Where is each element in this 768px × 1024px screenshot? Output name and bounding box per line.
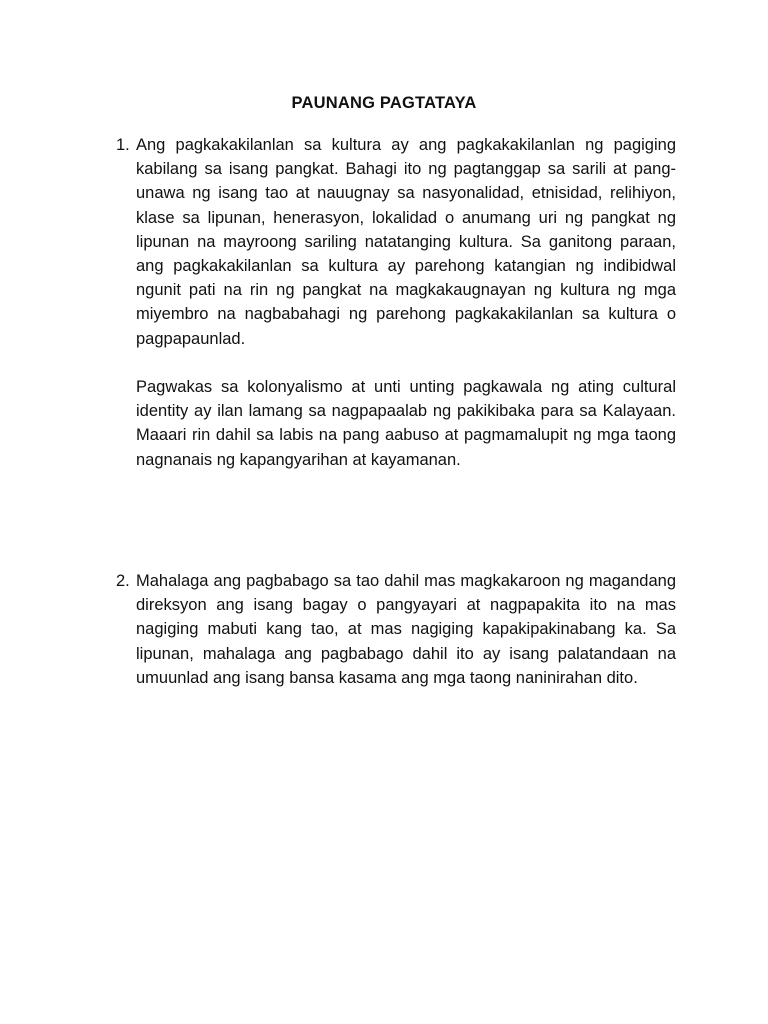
list-item-body xyxy=(136,569,676,690)
paragraph: Ang pagkakakilanlan sa kultura ay ang pagkakakilanlan ng pagiging kabilang sa isang pangkat. Bahagi ito ng pagtanggap sa sarili at pang-unawa ng isang tao at nauugnay sa nasyonalidad, etnisidad, relihiyon, klase sa lipunan, henerasyon, lokalidad o anumang uri ng pangkat ng lipunan na mayroong sariling natatanging kultura. Sa ganitong paraan, ang pagkakakilanlan sa kultura ay parehong katangian ng indibidwal ngunit pati na rin ng pangkat na magkakaugnayan ng kultura ng mga miyembro na nagbabahagi ng parehong pagkakakilanlan sa kultura o pagpapaunlad. xyxy=(136,136,676,348)
list-item-body xyxy=(136,133,676,472)
paragraph: Pagwakas sa kolonyalismo at unti unting pagkawala ng ating cultural identity ay ilan lamang sa nagpapaalab ng pakikibaka para sa Kalayaan. Maaari rin dahil sa labis na pang aabuso at pagmamalupit ng mga taong nagnanais ng kapangyarihan at kayamanan. xyxy=(136,378,676,469)
list-item-number: 1. xyxy=(116,136,130,154)
paragraph: Mahalaga ang pagbabago sa tao dahil mas magkakaroon ng magandang direksyon ang isang bagay o pangyayari at nagpapakita ito na mas nagiging mabuti kang tao, at mas nagiging kapakipakinabang ka. Sa lipunan, mahalaga ang pagbabago dahil ito ay isang palatandaan na umuunlad ang isang bansa kasama ang mga taong naninirahan dito. xyxy=(136,572,676,687)
list-item-number: 2. xyxy=(116,572,130,590)
document-title: PAUNANG PAGTATAYA xyxy=(291,94,477,112)
